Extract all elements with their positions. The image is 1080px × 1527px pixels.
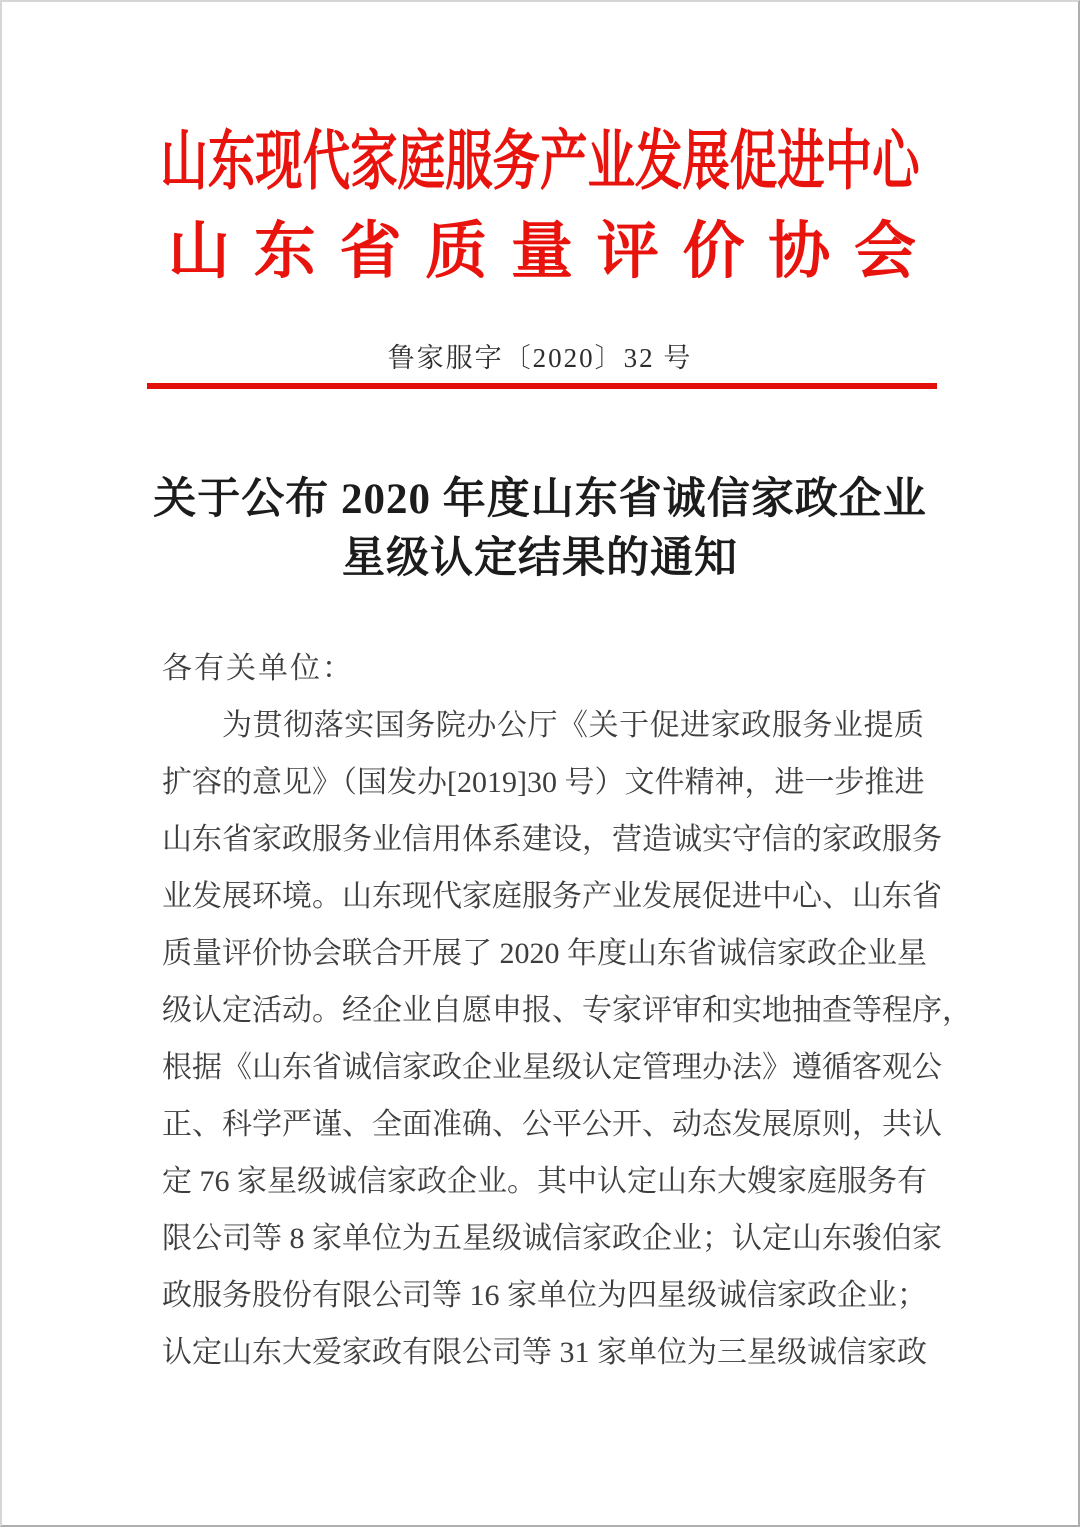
body-line: 质量评价协会联合开展了 2020 年度山东省诚信家政企业星 [162,937,927,970]
org-name-secondary: 山东省质量评价协会 [168,218,916,286]
red-divider-line [147,383,937,389]
org-name-primary: 山东现代家庭服务产业发展促进中心 [160,126,920,198]
body-line: 为贯彻落实国务院办公厅《关于促进家政服务业提质 [222,709,924,742]
body-line: 业发展环境。山东现代家庭服务产业发展促进中心、山东省 [162,880,942,913]
body-line: 定 76 家星级诚信家政企业。其中认定山东大嫂家庭服务有 [162,1165,927,1198]
body-line: 限公司等 8 家单位为五星级诚信家政企业；认定山东骏伯家 [162,1222,942,1255]
body-line: 根据《山东省诚信家政企业星级认定管理办法》遵循客观公 [162,1051,942,1084]
body-line: 认定山东大爱家政有限公司等 31 家单位为三星级诚信家政 [162,1336,927,1369]
notice-title [2,470,1078,588]
body-line: 正、科学严谨、全面准确、公平公开、动态发展原则，共认 [162,1108,942,1141]
body-line: 山东省家政服务业信用体系建设，营造诚实守信的家政服务 [162,823,942,856]
document-number: 鲁家服字〔2020〕32 号 [387,343,693,373]
letterhead [2,126,1078,198]
notice-title-line1: 关于公布 2020 年度山东省诚信家政企业 [153,476,927,523]
notice-title-line2: 星级认定结果的通知 [342,535,738,582]
notice-body [162,640,972,1381]
body-line: 扩容的意见》（国发办[2019]30 号）文件精神，进一步推进 [162,766,925,799]
salutation: 各有关单位： [162,652,354,685]
body-line: 政服务股份有限公司等 16 家单位为四星级诚信家政企业； [162,1279,927,1312]
body-line: 级认定活动。经企业自愿申报、专家评审和实地抽查等程序， [162,994,972,1027]
